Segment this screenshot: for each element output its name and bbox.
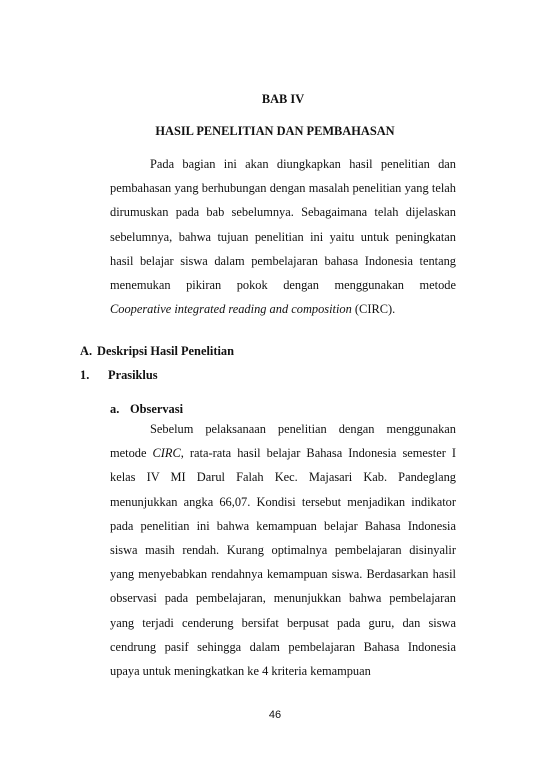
chapter-title: HASIL PENELITIAN DAN PEMBAHASAN bbox=[155, 124, 395, 138]
section-a-number: A. bbox=[80, 344, 93, 358]
intro-paragraph bbox=[110, 152, 456, 321]
section-heading-a bbox=[80, 344, 234, 359]
intro-text-1: Pada bagian ini akan diungkapkan hasil penelitian dan pembahasan yang berhubungan dengan masalah penelitian yang telah dirumuskan pada bab sebelumnya. Sebagaimana telah dijelaskan sebelumnya, bahwa tujuan penelitian ini yaitu untuk peningkatan hasil belajar siswa dalam pembelajaran bahasa Indonesia tentang menemukan pikiran pokok dengan menggunakan metode bbox=[110, 157, 456, 293]
observasi-method-name: CIRC bbox=[152, 446, 181, 461]
subsection-heading-a bbox=[110, 402, 183, 417]
chapter-heading: BAB IV bbox=[261, 92, 305, 106]
section-1-label: Prasiklus bbox=[108, 368, 158, 382]
section-a-label: Deskripsi Hasil Penelitian bbox=[97, 344, 234, 358]
observasi-text-2: , rata-rata hasil belajar Bahasa Indonesia semester I kelas IV MI Darul Falah Kec. Majasari Kab. Pandeglang menunjukkan angka 66,07. Kondisi tersebut menjadikan indikator pada penelitian ini bahwa kemampuan belajar Bahasa Indonesia siswa masih rendah. Kurang optimalnya pembelajaran disinyalir yang menyebabkan rendahnya kemampuan siswa. Berdasarkan hasil observasi pada pembelajaran, menunjukkan bahwa pembelajaran yang terjadi cenderung bersifat berpusat pada guru, dan siswa cendrung pasif sehingga dalam pembelajaran Bahasa Indonesia upaya untuk meningkatkan ke 4 kriteria kemampuan bbox=[110, 446, 457, 679]
section-1-number: 1. bbox=[80, 368, 90, 382]
section-heading-1 bbox=[80, 368, 158, 383]
observasi-text-1: Sebelum pelaksanaan penelitian dengan menggunakan metode bbox=[110, 422, 456, 461]
subsection-a-number: a. bbox=[110, 402, 120, 416]
observasi-paragraph bbox=[110, 417, 456, 683]
intro-text-2: (CIRC). bbox=[351, 302, 396, 317]
intro-method-name: Cooperative integrated reading and composition bbox=[110, 302, 352, 317]
subsection-a-label: Observasi bbox=[130, 402, 184, 416]
page-number: 46 bbox=[268, 709, 282, 721]
